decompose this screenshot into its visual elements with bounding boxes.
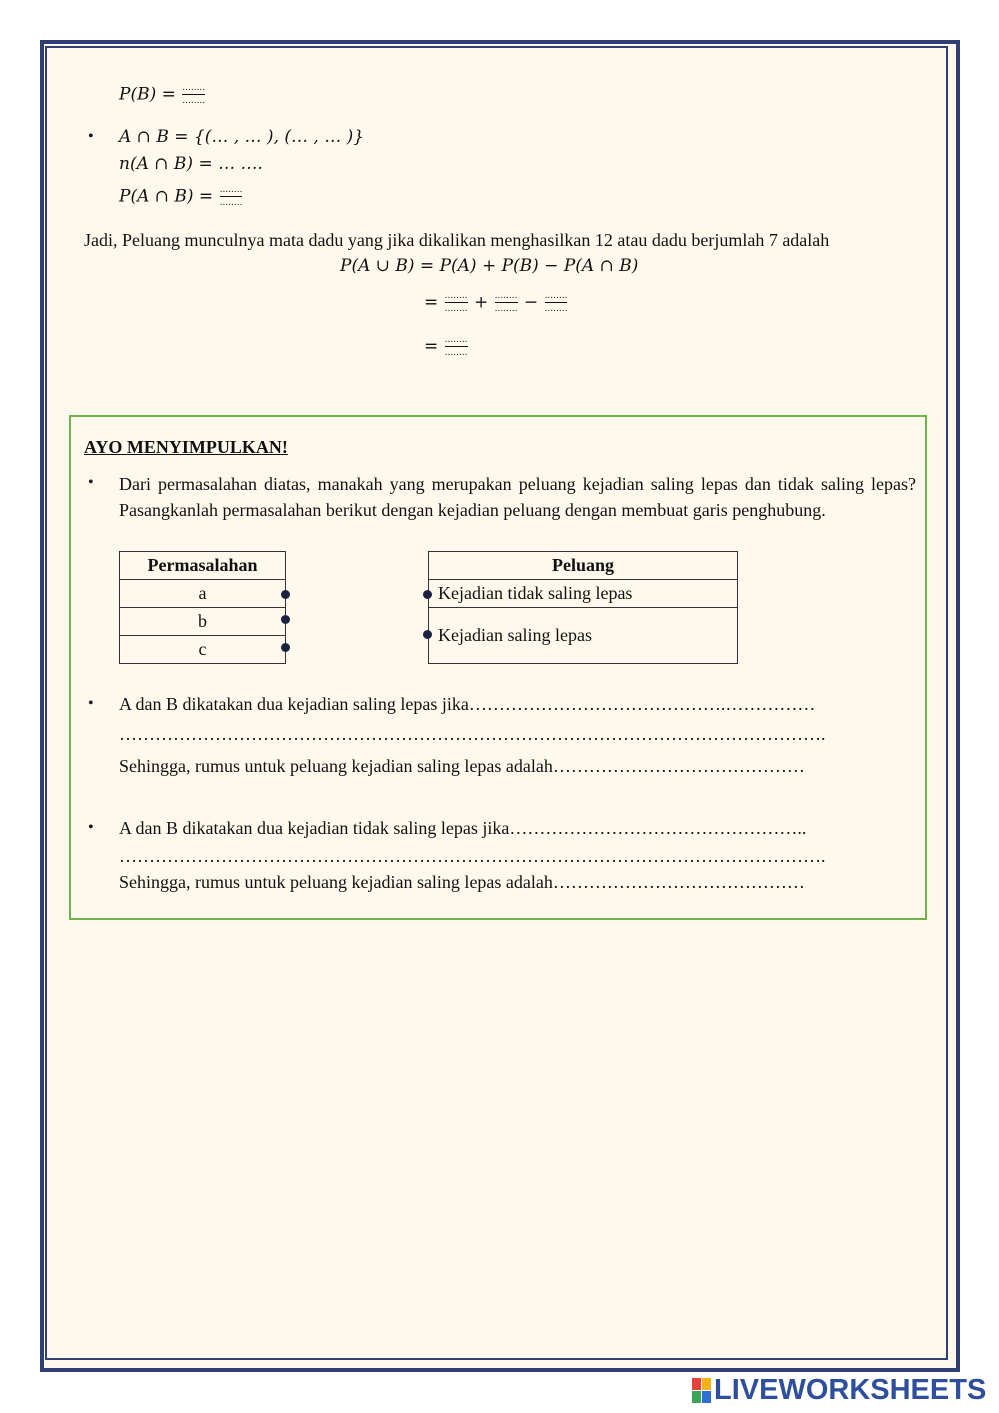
connector-dot-c[interactable] — [281, 643, 290, 652]
pb-fraction — [182, 84, 205, 106]
intersection-set[interactable]: A ∩ B = {(… , … ), (… , … )} — [119, 127, 365, 147]
peluang-table — [428, 551, 738, 664]
permasalahan-row-a: a — [120, 580, 286, 608]
frac-pa — [445, 292, 468, 314]
eq-sign-1: = — [424, 292, 439, 313]
summary-heading: AYO MENYIMPULKAN! — [84, 437, 288, 457]
frac-result-num[interactable]: ........ — [444, 335, 468, 345]
question-1: Dari permasalahan diatas, manakah yang merupakan peluang kejadian saling lepas dan tidak saling lepas? Pasangkanlah permasalahan berikut dengan kejadian peluang dengan membuat garis penghubung. — [119, 474, 916, 520]
bullet-q2: • — [88, 695, 94, 712]
frac-pb-num[interactable]: ........ — [494, 291, 518, 301]
q3-line-3[interactable]: Sehingga, rumus untuk peluang kejadian saling lepas adalah…………………………………… — [119, 872, 805, 892]
pb-denominator[interactable]: ........ — [182, 96, 206, 106]
frac-pb-den[interactable]: ........ — [494, 304, 518, 314]
peluang-row-tidak-saling-lepas: Kejadian tidak saling lepas — [429, 580, 738, 608]
permasalahan-row-b: b — [120, 608, 286, 636]
permasalahan-header: Permasalahan — [120, 552, 286, 580]
p-intersection-equation — [119, 186, 243, 208]
frac-result-den[interactable]: ........ — [444, 348, 468, 358]
frac-pab-den[interactable]: ........ — [544, 304, 568, 314]
frac-result — [445, 336, 468, 358]
p-intersection-lhs: P(A ∩ B) = — [119, 186, 214, 207]
connector-dot-tidak-saling-lepas[interactable] — [423, 590, 432, 599]
frac-pab — [545, 292, 568, 314]
eq-sign-2: = — [424, 336, 439, 357]
bullet-q1: • — [88, 474, 94, 491]
connector-dot-b[interactable] — [281, 615, 290, 624]
pb-lhs: P(B) = — [119, 84, 176, 105]
p-intersection-denominator[interactable]: ........ — [219, 198, 243, 208]
connector-dot-saling-lepas[interactable] — [423, 630, 432, 639]
q3-line-1[interactable]: A dan B dikatakan dua kejadian tidak saling lepas jika………………………………………….. — [119, 818, 807, 838]
q2-line-1[interactable]: A dan B dikatakan dua kejadian saling lepas jika…………………………………….…………… — [119, 694, 816, 714]
bullet-intersection: • — [88, 128, 94, 145]
q2-line-3[interactable]: Sehingga, rumus untuk peluang kejadian saling lepas adalah…………………………………… — [119, 756, 805, 776]
permasalahan-row-c: c — [120, 636, 286, 664]
union-formula: P(A ∪ B) = P(A) + P(B) − P(A ∩ B) — [340, 256, 639, 276]
peluang-header: Peluang — [429, 552, 738, 580]
connector-dot-a[interactable] — [281, 590, 290, 599]
pb-numerator[interactable]: ........ — [182, 83, 206, 93]
plus-sign: + — [473, 292, 489, 313]
liveworksheets-logo-icon — [692, 1378, 711, 1403]
p-intersection-fraction — [220, 186, 243, 208]
frac-pa-num[interactable]: ........ — [444, 291, 468, 301]
bullet-q3: • — [88, 819, 94, 836]
liveworksheets-logo — [692, 1374, 986, 1406]
frac-pa-den[interactable]: ........ — [444, 304, 468, 314]
liveworksheets-brand-text: LIVEWORKSHEETS — [714, 1373, 987, 1406]
pb-equation — [119, 84, 206, 106]
peluang-row-saling-lepas: Kejadian saling lepas — [429, 608, 738, 664]
q3-line-2[interactable]: ………………………………………………………………………………………………………. — [119, 846, 826, 866]
q2-line-2[interactable]: ………………………………………………………………………………………………………. — [119, 724, 826, 744]
frac-pb — [495, 292, 518, 314]
conclusion-sentence: Jadi, Peluang munculnya mata dadu yang jika dikalikan menghasilkan 12 atau dadu berjumlah 7 adalah — [84, 230, 830, 250]
union-expansion — [424, 292, 568, 314]
union-result — [424, 336, 469, 358]
p-intersection-numerator[interactable]: ........ — [219, 185, 243, 195]
frac-pab-num[interactable]: ........ — [544, 291, 568, 301]
minus-sign: − — [523, 292, 539, 313]
n-intersection[interactable]: n(A ∩ B) = … …. — [119, 154, 263, 174]
permasalahan-table — [119, 551, 286, 664]
